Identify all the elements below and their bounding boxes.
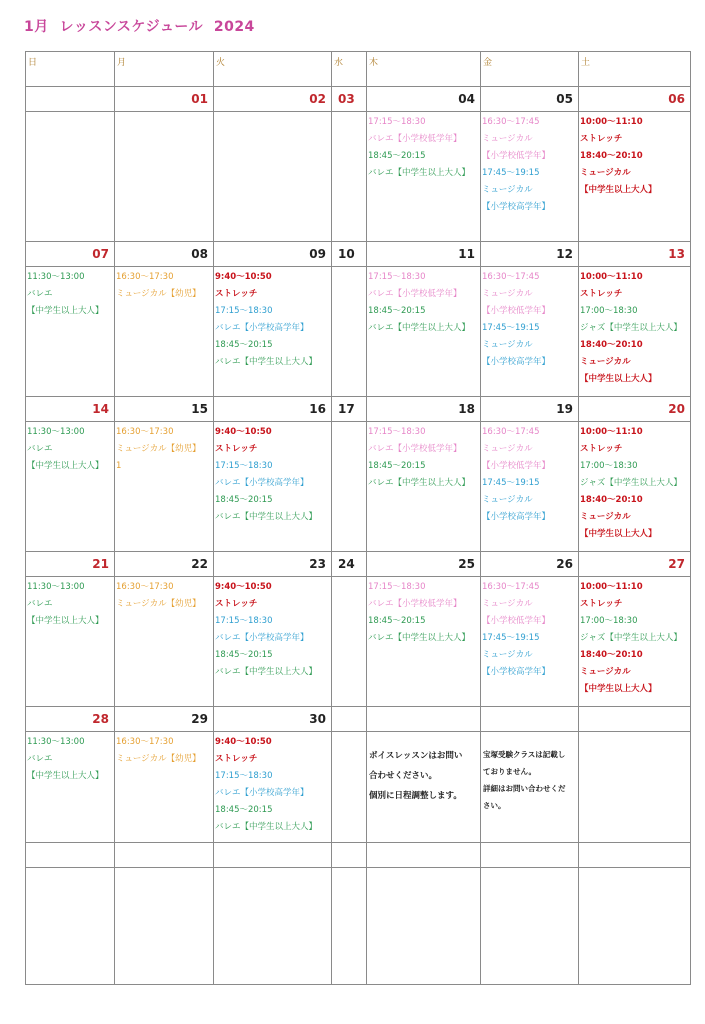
empty-cell xyxy=(367,868,481,985)
schedule-line: 18:45～20:15 xyxy=(368,461,426,471)
schedule-line: 16:30～17:30 xyxy=(116,272,174,282)
calendar-body xyxy=(26,52,691,985)
note-line: さい。 xyxy=(483,801,506,810)
schedule-line: バレエ【中学生以上大人】 xyxy=(368,633,471,643)
schedule-line: ミュージカル xyxy=(482,289,533,299)
empty-cell xyxy=(26,868,115,985)
schedule-line: ミュージカル【幼児】 xyxy=(116,289,201,299)
schedule-line: 10:00～11:10 xyxy=(580,427,643,437)
page-title: 1月 レッスンスケジュール 2024 xyxy=(24,19,255,35)
note-line: 詳細はお問い合わせくだ xyxy=(483,784,566,793)
schedule-line: ミュージカル【幼児】 xyxy=(116,444,201,454)
schedule-line: 【中学生以上大人】 xyxy=(580,185,657,195)
schedule-line: バレエ【中学生以上大人】 xyxy=(215,512,318,522)
schedule-line: 17:15～18:30 xyxy=(215,461,273,471)
empty-row xyxy=(26,868,691,985)
schedule-line: バレエ【小学校高学年】 xyxy=(215,788,309,798)
day-cell xyxy=(214,732,332,843)
day-number: 03 xyxy=(332,87,367,112)
day-number: 24 xyxy=(332,552,367,577)
schedule-line: 【中学生以上大人】 xyxy=(580,529,657,539)
day-number: 23 xyxy=(214,552,332,577)
note-line: ておりません。 xyxy=(483,767,536,776)
empty-cell xyxy=(367,843,481,868)
empty-row xyxy=(26,843,691,868)
schedule-line: 18:45～20:15 xyxy=(215,805,273,815)
schedule-line: ミュージカル xyxy=(580,357,631,367)
day-cell xyxy=(115,422,214,552)
schedule-line: ミュージカル xyxy=(482,444,533,454)
event-row xyxy=(26,732,691,843)
day-cell xyxy=(26,577,115,707)
schedule-line: ミュージカル xyxy=(482,340,533,350)
schedule-line: 17:15～18:30 xyxy=(368,582,426,592)
schedule-line: ストレッチ xyxy=(580,134,623,144)
schedule-line: 17:45～19:15 xyxy=(482,478,540,488)
day-cell xyxy=(579,732,691,843)
day-number-row xyxy=(26,87,691,112)
note-line: 合わせください。 xyxy=(369,771,438,781)
day-cell xyxy=(332,577,367,707)
schedule-line: 16:30～17:30 xyxy=(116,737,174,747)
day-number: 26 xyxy=(481,552,579,577)
day-cell xyxy=(481,732,579,843)
schedule-line: 17:15～18:30 xyxy=(368,427,426,437)
schedule-line: 16:30～17:30 xyxy=(116,427,174,437)
takarazuka-class-note xyxy=(481,734,578,814)
day-number: 17 xyxy=(332,397,367,422)
empty-cell xyxy=(214,868,332,985)
schedule-line: 10:00～11:10 xyxy=(580,117,643,127)
schedule-line: バレエ xyxy=(27,289,53,299)
empty-cell xyxy=(26,843,115,868)
schedule-line: バレエ【小学校高学年】 xyxy=(215,323,309,333)
schedule-line: 11:30～13:00 xyxy=(27,737,85,747)
event-row xyxy=(26,112,691,242)
day-number: 08 xyxy=(115,242,214,267)
schedule-line: 11:30～13:00 xyxy=(27,272,85,282)
day-cell xyxy=(214,577,332,707)
schedule-line: 【小学校高学年】 xyxy=(482,512,551,522)
schedule-line: 16:30～17:45 xyxy=(482,117,540,127)
schedule-line: ミュージカル【幼児】 xyxy=(116,754,201,764)
day-cell xyxy=(481,422,579,552)
empty-cell xyxy=(115,868,214,985)
schedule-line: 18:45～20:15 xyxy=(368,306,426,316)
schedule-line: バレエ【小学校高学年】 xyxy=(215,478,309,488)
day-number: 18 xyxy=(367,397,481,422)
day-number-row xyxy=(26,552,691,577)
day-number: 21 xyxy=(26,552,115,577)
weekday-fri: 金 xyxy=(481,52,579,87)
schedule-line: 17:00～18:30 xyxy=(580,616,638,626)
schedule-line: バレエ【中学生以上大人】 xyxy=(368,168,471,178)
schedule-line: 16:30～17:30 xyxy=(116,582,174,592)
day-number: 11 xyxy=(367,242,481,267)
day-number-row xyxy=(26,242,691,267)
schedule-line: 17:15～18:30 xyxy=(215,616,273,626)
empty-cell xyxy=(214,843,332,868)
schedule-line: 18:45～20:15 xyxy=(215,650,273,660)
note-line: 個別に日程調整します。 xyxy=(369,791,462,801)
schedule-line: 10:00～11:10 xyxy=(580,582,643,592)
schedule-line: 18:45～20:15 xyxy=(368,151,426,161)
schedule-line: 【中学生以上大人】 xyxy=(27,461,104,471)
day-number: 20 xyxy=(579,397,691,422)
day-cell xyxy=(481,577,579,707)
day-number: 09 xyxy=(214,242,332,267)
schedule-line: ストレッチ xyxy=(215,444,258,454)
day-number xyxy=(26,87,115,112)
day-cell xyxy=(115,267,214,397)
schedule-line: 10:00～11:10 xyxy=(580,272,643,282)
schedule-line: バレエ【中学生以上大人】 xyxy=(215,667,318,677)
weekday-header-row xyxy=(26,52,691,87)
schedule-line: 18:40～20:10 xyxy=(580,650,643,660)
day-number: 13 xyxy=(579,242,691,267)
day-number: 06 xyxy=(579,87,691,112)
empty-cell xyxy=(579,868,691,985)
schedule-line: 【小学校低学年】 xyxy=(482,616,551,626)
day-number-row xyxy=(26,397,691,422)
schedule-line: 【中学生以上大人】 xyxy=(27,616,104,626)
day-number: 12 xyxy=(481,242,579,267)
day-number: 29 xyxy=(115,707,214,732)
weekday-wed: 水 xyxy=(332,52,367,87)
day-number xyxy=(481,707,579,732)
day-number: 25 xyxy=(367,552,481,577)
schedule-line: バレエ【中学生以上大人】 xyxy=(215,357,318,367)
schedule-line: ミュージカル xyxy=(482,495,533,505)
schedule-line: 17:15～18:30 xyxy=(368,272,426,282)
schedule-line: 【小学校低学年】 xyxy=(482,151,551,161)
day-cell xyxy=(26,112,115,242)
schedule-line: バレエ xyxy=(27,754,53,764)
day-cell xyxy=(367,422,481,552)
schedule-line: 【中学生以上大人】 xyxy=(27,771,104,781)
schedule-line: 9:40～10:50 xyxy=(215,427,272,437)
day-number xyxy=(579,707,691,732)
schedule-line: 18:45～20:15 xyxy=(368,616,426,626)
day-cell xyxy=(367,112,481,242)
day-cell xyxy=(115,577,214,707)
empty-cell xyxy=(481,843,579,868)
schedule-line: ミュージカル xyxy=(580,667,631,677)
schedule-line: ストレッチ xyxy=(580,289,623,299)
empty-cell xyxy=(115,843,214,868)
schedule-line: 9:40～10:50 xyxy=(215,582,272,592)
day-cell xyxy=(367,732,481,843)
schedule-line: 17:45～19:15 xyxy=(482,633,540,643)
day-number: 28 xyxy=(26,707,115,732)
schedule-line: 17:15～18:30 xyxy=(368,117,426,127)
empty-cell xyxy=(481,868,579,985)
schedule-line: ミュージカル xyxy=(482,650,533,660)
schedule-line: 18:45～20:15 xyxy=(215,340,273,350)
day-number: 16 xyxy=(214,397,332,422)
schedule-line: 17:00～18:30 xyxy=(580,306,638,316)
day-cell xyxy=(115,732,214,843)
schedule-line: バレエ xyxy=(27,444,53,454)
day-cell xyxy=(332,112,367,242)
schedule-line: 16:30～17:45 xyxy=(482,582,540,592)
schedule-line: 11:30～13:00 xyxy=(27,582,85,592)
day-number: 27 xyxy=(579,552,691,577)
schedule-line: 17:00～18:30 xyxy=(580,461,638,471)
weekday-sun: 日 xyxy=(26,52,115,87)
event-row xyxy=(26,577,691,707)
weekday-mon: 月 xyxy=(115,52,214,87)
schedule-line: ジャズ【中学生以上大人】 xyxy=(580,478,682,488)
day-cell xyxy=(26,267,115,397)
day-number: 22 xyxy=(115,552,214,577)
schedule-line: ミュージカル xyxy=(580,512,631,522)
schedule-line: バレエ【中学生以上大人】 xyxy=(368,478,471,488)
schedule-line: 1 xyxy=(116,461,122,471)
schedule-line: ストレッチ xyxy=(580,599,623,609)
schedule-line: バレエ【小学校低学年】 xyxy=(368,444,462,454)
schedule-line: 11:30～13:00 xyxy=(27,427,85,437)
day-cell xyxy=(214,422,332,552)
day-number: 01 xyxy=(115,87,214,112)
schedule-line: 18:40～20:10 xyxy=(580,340,643,350)
schedule-line: 9:40～10:50 xyxy=(215,737,272,747)
day-number: 05 xyxy=(481,87,579,112)
schedule-line: 【中学生以上大人】 xyxy=(580,374,657,384)
day-cell xyxy=(481,112,579,242)
schedule-line: バレエ【小学校低学年】 xyxy=(368,599,462,609)
schedule-line: 18:40～20:10 xyxy=(580,151,643,161)
schedule-line: 17:45～19:15 xyxy=(482,168,540,178)
note-line: 宝塚受験クラスは記載し xyxy=(483,750,566,759)
day-cell xyxy=(367,577,481,707)
day-cell xyxy=(579,577,691,707)
schedule-line: ストレッチ xyxy=(215,599,258,609)
day-cell xyxy=(26,422,115,552)
schedule-line: 17:45～19:15 xyxy=(482,323,540,333)
day-number: 07 xyxy=(26,242,115,267)
schedule-line: ストレッチ xyxy=(215,289,258,299)
schedule-line: バレエ xyxy=(27,599,53,609)
weekday-sat: 土 xyxy=(579,52,691,87)
day-cell xyxy=(481,267,579,397)
weekday-thu: 木 xyxy=(367,52,481,87)
event-row xyxy=(26,422,691,552)
day-number: 10 xyxy=(332,242,367,267)
schedule-line: 【小学校低学年】 xyxy=(482,306,551,316)
schedule-line: 【小学校高学年】 xyxy=(482,357,551,367)
event-row xyxy=(26,267,691,397)
schedule-line: 【小学校低学年】 xyxy=(482,461,551,471)
day-cell xyxy=(214,112,332,242)
day-number: 14 xyxy=(26,397,115,422)
schedule-line: 17:15～18:30 xyxy=(215,771,273,781)
day-cell xyxy=(579,112,691,242)
day-cell xyxy=(332,267,367,397)
schedule-line: ミュージカル xyxy=(580,168,631,178)
schedule-line: バレエ【小学校低学年】 xyxy=(368,134,462,144)
schedule-line: ストレッチ xyxy=(215,754,258,764)
schedule-line: 【小学校高学年】 xyxy=(482,202,551,212)
day-number: 30 xyxy=(214,707,332,732)
note-line: ボイスレッスンはお問い xyxy=(369,751,463,761)
schedule-line: ミュージカル xyxy=(482,599,533,609)
day-number: 19 xyxy=(481,397,579,422)
schedule-line: 16:30～17:45 xyxy=(482,272,540,282)
day-cell xyxy=(115,112,214,242)
schedule-line: ジャズ【中学生以上大人】 xyxy=(580,633,682,643)
day-cell xyxy=(579,422,691,552)
schedule-line: ミュージカル xyxy=(482,134,533,144)
day-cell xyxy=(26,732,115,843)
day-cell xyxy=(367,267,481,397)
schedule-line: ミュージカル【幼児】 xyxy=(116,599,201,609)
schedule-line: バレエ【中学生以上大人】 xyxy=(215,822,318,832)
schedule-line: ミュージカル xyxy=(482,185,533,195)
schedule-line: ストレッチ xyxy=(580,444,623,454)
schedule-line: 16:30～17:45 xyxy=(482,427,540,437)
schedule-line: 18:40～20:10 xyxy=(580,495,643,505)
weekday-tue: 火 xyxy=(214,52,332,87)
day-number xyxy=(332,707,367,732)
day-cell xyxy=(579,267,691,397)
voice-lesson-note xyxy=(367,734,480,806)
schedule-line: ジャズ【中学生以上大人】 xyxy=(580,323,682,333)
empty-cell xyxy=(332,868,367,985)
schedule-line: 【中学生以上大人】 xyxy=(27,306,104,316)
empty-cell xyxy=(332,843,367,868)
calendar-table xyxy=(25,51,691,985)
schedule-line: バレエ【小学校高学年】 xyxy=(215,633,309,643)
day-number-row xyxy=(26,707,691,732)
day-cell xyxy=(332,422,367,552)
schedule-line: バレエ【小学校低学年】 xyxy=(368,289,462,299)
day-number: 02 xyxy=(214,87,332,112)
day-cell xyxy=(332,732,367,843)
day-cell xyxy=(214,267,332,397)
schedule-line: 【中学生以上大人】 xyxy=(580,684,657,694)
day-number xyxy=(367,707,481,732)
schedule-line: 17:15～18:30 xyxy=(215,306,273,316)
schedule-line: 9:40～10:50 xyxy=(215,272,272,282)
schedule-line: 18:45～20:15 xyxy=(215,495,273,505)
schedule-line: 【小学校高学年】 xyxy=(482,667,551,677)
empty-cell xyxy=(579,843,691,868)
day-number: 15 xyxy=(115,397,214,422)
day-number: 04 xyxy=(367,87,481,112)
schedule-line: バレエ【中学生以上大人】 xyxy=(368,323,471,333)
